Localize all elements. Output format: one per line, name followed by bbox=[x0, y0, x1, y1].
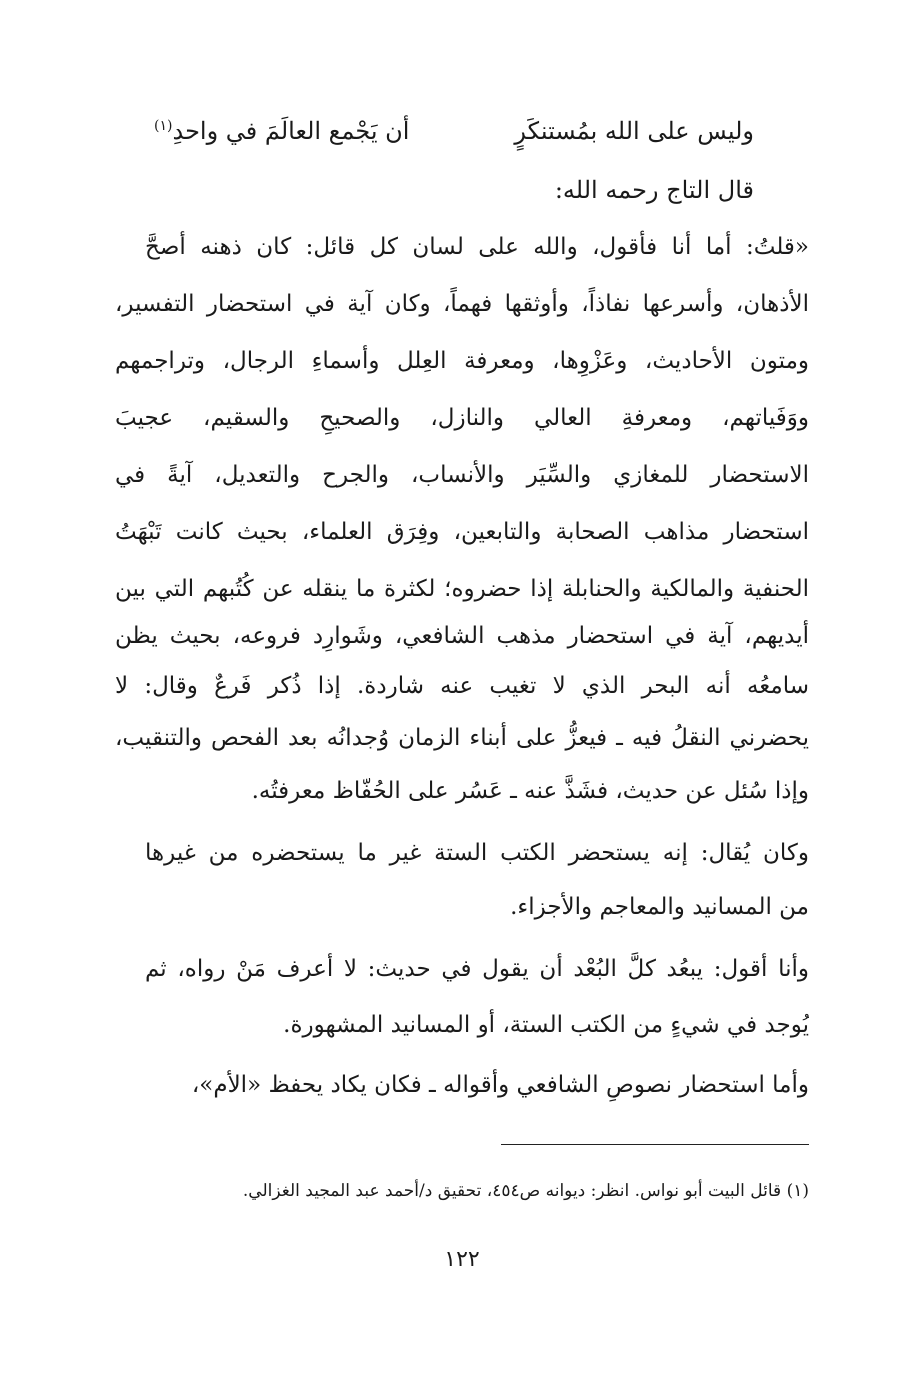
paragraph-1-line-6: استحضار مذاهب الصحابة والتابعين، وفِرَق العلماء، بحيث كانت تَبْهَتُ bbox=[115, 519, 809, 545]
paragraph-1-line-11: وإذا سُئل عن حديث، فشَذَّ عنه ـ عَسُر على الحُفّاظ معرفتُه. bbox=[251, 778, 809, 804]
paragraph-2-line-1: وكان يُقال: إنه يستحضر الكتب الستة غير ما يستحضره من غيرها bbox=[145, 840, 809, 866]
poetry-verse bbox=[154, 108, 754, 154]
paragraph-1-line-4: ووَفَياتهم، ومعرفةِ العالي والنازل، والصحيحِ والسقيم، عجيبَ bbox=[115, 405, 809, 431]
paragraph-1-line-3: ومتون الأحاديث، وعَزْوِها، ومعرفة العِلل وأسماءِ الرجال، وتراجمهم bbox=[115, 348, 809, 374]
paragraph-1-line-2: الأذهان، وأسرعها نفاذاً، وأوثقها فهماً، وكان آية في استحضار التفسير، bbox=[115, 291, 809, 317]
footnote-separator bbox=[501, 1144, 809, 1145]
paragraph-2-line-2: من المسانيد والمعاجم والأجزاء. bbox=[510, 894, 809, 920]
footnote-reference: (١) bbox=[154, 118, 173, 134]
paragraph-1-line-7: الحنفية والمالكية والحنابلة إذا حضروه؛ لكثرة ما ينقله عن كُتُبهم التي بين bbox=[115, 576, 809, 602]
paragraph-1-line-8: أيديهم، آية في استحضار مذهب الشافعي، وشَوارِد فروعه، بحيث يظن bbox=[115, 623, 809, 649]
page-number: ١٢٢ bbox=[444, 1247, 480, 1272]
verse-hemistich-second: أن يَجْمع العالَمَ في واحدِ$^{(١)}$ bbox=[154, 117, 410, 145]
paragraph-1-line-1: «قلتُ: أما أنا فأقول، والله على لسان كل قائل: كان ذهنه أصحَّ bbox=[145, 234, 809, 260]
paragraph-4-line-1: وأما استحضار نصوصِ الشافعي وأقواله ـ فكان يكاد يحفظ «الأم»، bbox=[191, 1072, 809, 1098]
intro-line: قال التاج رحمه الله: bbox=[554, 176, 754, 204]
verse-hemistich-first: وليس على الله بمُستنكَرٍ bbox=[514, 117, 754, 145]
footnote-text: (١) قائل البيت أبو نواس. انظر: ديوانه ص٤٥٤، تحقيق د/أحمد عبد المجيد الغزالي. bbox=[242, 1181, 809, 1201]
paragraph-3-line-2: يُوجد في شيءٍ من الكتب الستة، أو المسانيد المشهورة. bbox=[283, 1012, 809, 1038]
paragraph-1-line-9: سامعُه أنه البحر الذي لا تغيب عنه شاردة. إذا ذُكر فَرعٌ وقال: لا bbox=[115, 673, 809, 699]
paragraph-1-line-10: يحضرني النقلُ فيه ـ فيعزُّ على أبناء الزمان وُجدانُه بعد الفحص والتنقيب، bbox=[115, 725, 809, 751]
paragraph-3-line-1: وأنا أقول: يبعُد كلَّ البُعْد أن يقول في حديث: لا أعرف مَنْ رواه، ثم bbox=[145, 956, 809, 982]
paragraph-1-line-5: الاستحضار للمغازي والسِّيَر والأنساب، والجرح والتعديل، آيةً في bbox=[115, 462, 809, 488]
